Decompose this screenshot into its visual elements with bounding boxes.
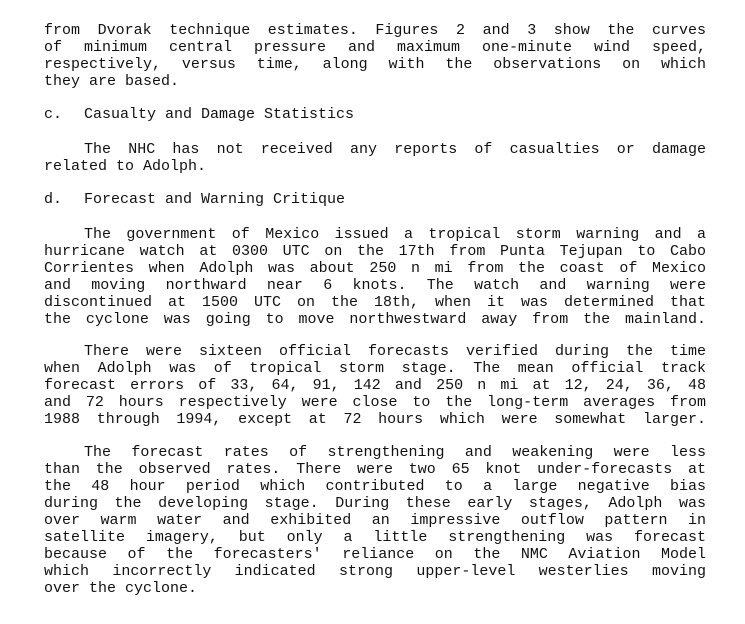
section-letter: c. [44,106,63,123]
text-line: and 72 hours respectively were close to the long-term averages from [44,394,706,411]
text-line: and moving northward near 6 knots. The watch and warning were [44,277,706,294]
text-line: during the developing stage. During these early stages, Adolph was [44,495,706,512]
text-line: of minimum central pressure and maximum one-minute wind speed, [44,39,706,56]
text-line: because of the forecasters' reliance on the NMC Aviation Model [44,546,706,563]
text-line: forecast errors of 33, 64, 91, 142 and 250 n mi at 12, 24, 36, 48 [44,377,706,394]
text-line: which incorrectly indicated strong upper-level westerlies moving [44,563,706,580]
text-line: than the observed rates. There were two 65 knot under-forecasts at [44,461,706,478]
section-letter: d. [44,191,63,208]
text-line: over warm water and exhibited an impressive outflow pattern in [44,512,706,529]
text-line: the cyclone was going to move northwestward away from the mainland. [44,311,706,328]
text-line: respectively, versus time, along with the observations on which [44,56,706,73]
text-line: hurricane watch at 0300 UTC on the 17th from Punta Tejupan to Cabo [44,243,706,260]
text-line: when Adolph was of tropical storm stage. The mean official track [44,360,706,377]
text-line: 1988 through 1994, except at 72 hours which were somewhat larger. [44,411,706,428]
text-line: discontinued at 1500 UTC on the 18th, when it was determined that [44,294,706,311]
text-line: they are based. [44,73,180,90]
section-heading-c [44,106,354,123]
section-heading-d [44,191,345,208]
text-line: the 48 hour period which contributed to a large negative bias [44,478,706,495]
text-line: There were sixteen official forecasts verified during the time [84,343,706,360]
text-line: The NHC has not received any reports of casualties or damage [84,141,706,158]
section-title: Casualty and Damage Statistics [84,106,355,123]
text-line: The forecast rates of strengthening and weakening were less [84,444,706,461]
text-line: from Dvorak technique estimates. Figures 2 and 3 show the curves [44,22,706,39]
text-line: Corrientes when Adolph was about 250 n mi from the coast of Mexico [44,260,706,277]
text-line: satellite imagery, but only a little strengthening was forecast [44,529,706,546]
text-line: over the cyclone. [44,580,198,597]
section-title: Forecast and Warning Critique [84,191,346,208]
text-line: related to Adolph. [44,158,207,175]
text-line: The government of Mexico issued a tropical storm warning and a [84,226,706,243]
